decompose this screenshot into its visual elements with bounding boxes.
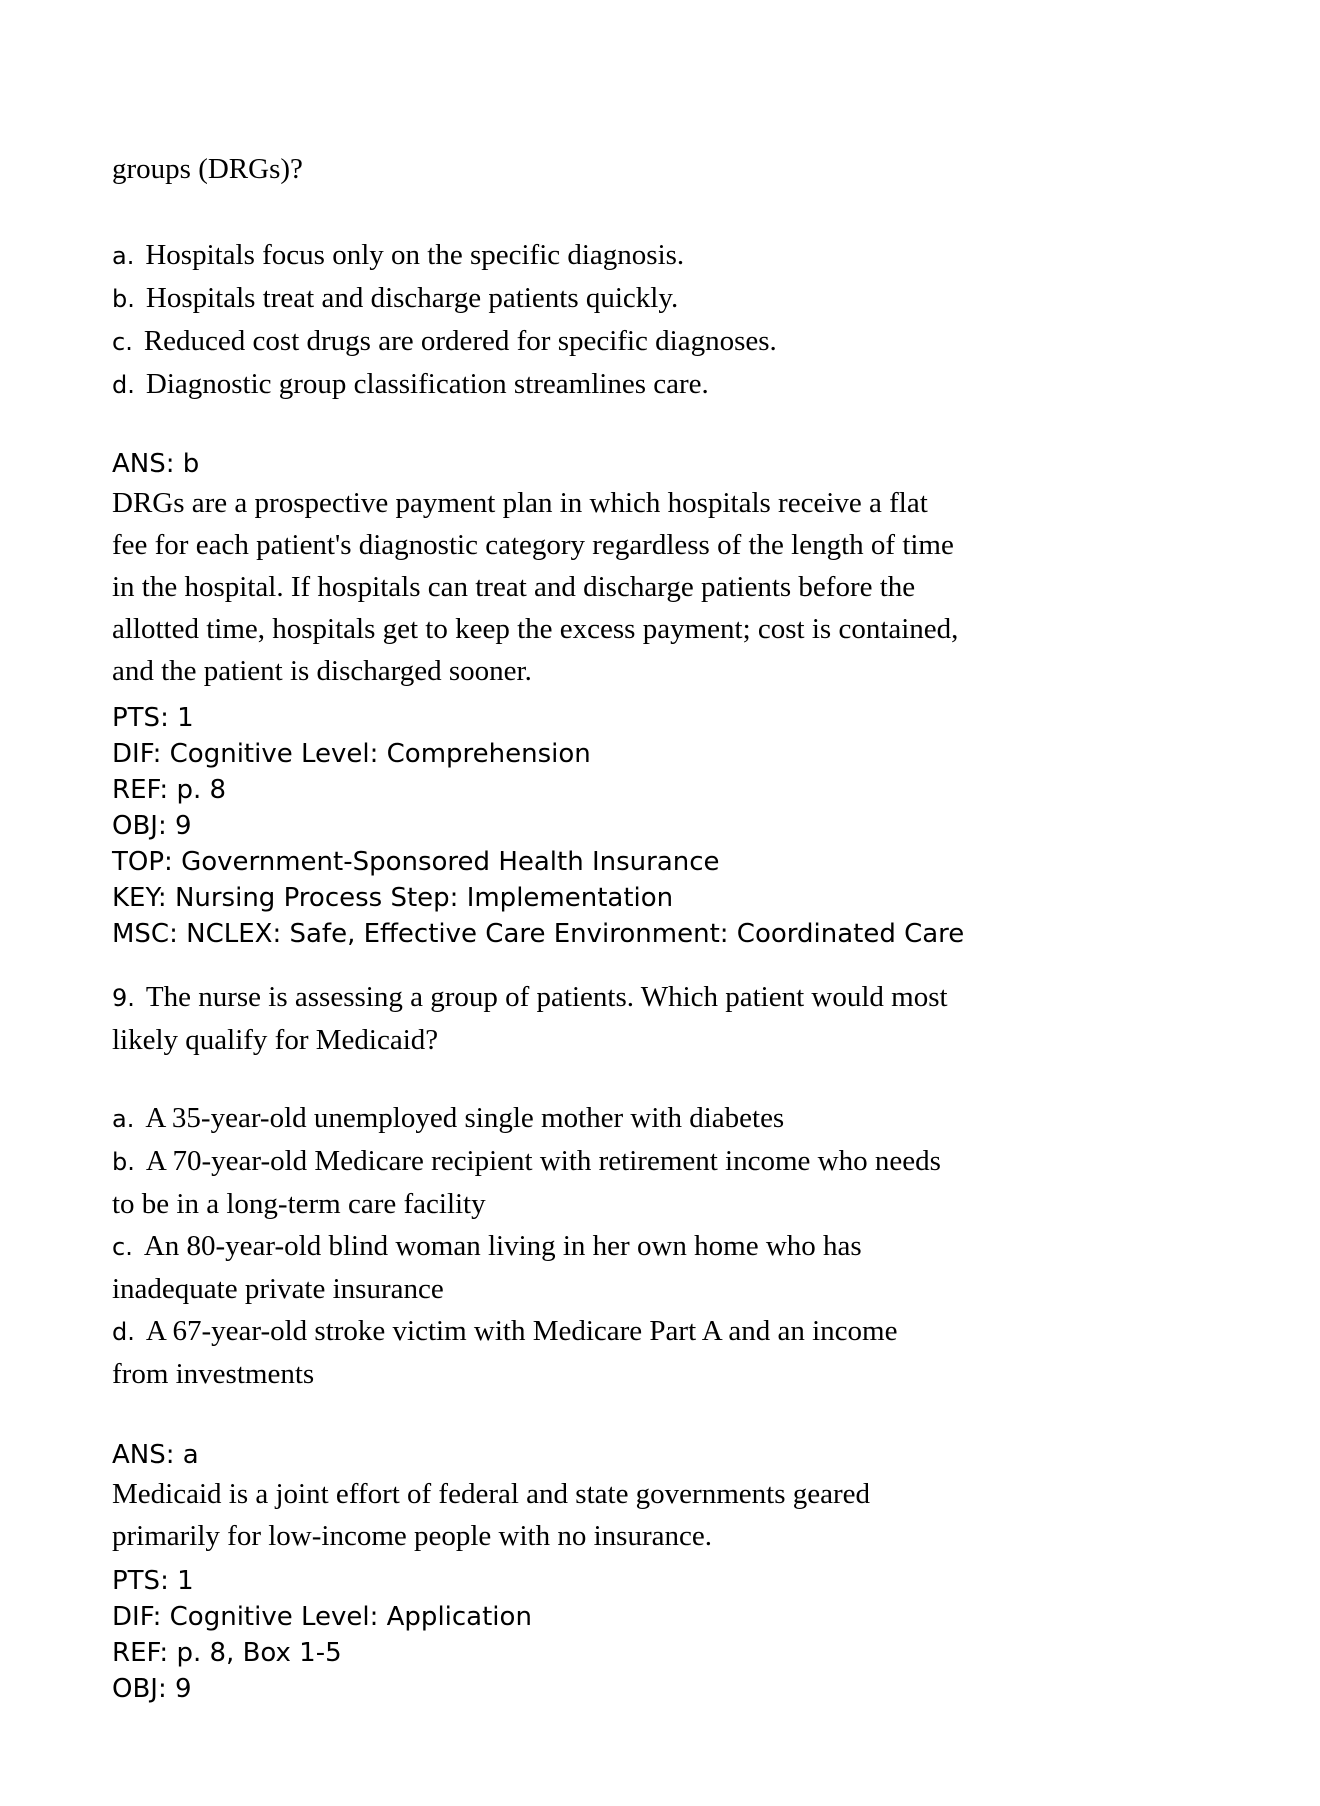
meta-label: REF:: [112, 775, 169, 805]
rationale: [112, 1473, 1224, 1557]
option-d-text-wrap: from investments: [112, 1358, 315, 1390]
answer-label: ANS:: [112, 449, 175, 479]
meta-key: [112, 880, 1224, 916]
answer-value: b: [182, 449, 200, 479]
meta-value: 9: [175, 811, 192, 841]
option-a-marker: a.: [112, 242, 135, 270]
question-9-section: [112, 976, 1224, 1707]
rationale-line: and the patient is discharged sooner.: [112, 655, 532, 687]
rationale-line: primarily for low-income people with no insurance.: [112, 1520, 712, 1552]
meta-value: 9: [175, 1674, 192, 1704]
answer-line: [112, 446, 1224, 482]
option-d: [112, 363, 1224, 406]
rationale-line: fee for each patient's diagnostic category regardless of the length of time: [112, 529, 954, 561]
meta-ref: [112, 772, 1224, 808]
meta-label: PTS:: [112, 703, 169, 733]
option-a-marker: a.: [112, 1105, 135, 1133]
option-c-text-wrap: inadequate private insurance: [112, 1273, 444, 1305]
question-9-text-line: likely qualify for Medicaid?: [112, 1024, 439, 1056]
option-c: [112, 1225, 1224, 1268]
meta-value: 1: [177, 1566, 194, 1596]
meta-obj: [112, 808, 1224, 844]
meta-value: p. 8: [176, 775, 227, 805]
option-c-marker: c.: [112, 1233, 133, 1261]
option-a-text: A 35-year-old unemployed single mother with diabetes: [145, 1102, 785, 1134]
rationale-line: DRGs are a prospective payment plan in which hospitals receive a flat: [112, 487, 928, 519]
question-9-options: [112, 1097, 1224, 1395]
meta-value: p. 8, Box 1-5: [176, 1638, 342, 1668]
rationale-line: Medicaid is a joint effort of federal and state governments geared: [112, 1478, 871, 1510]
option-c-text: Reduced cost drugs are ordered for specific diagnoses.: [143, 325, 777, 357]
option-d-marker: d.: [112, 371, 135, 399]
rationale-line: in the hospital. If hospitals can treat and discharge patients before the: [112, 571, 916, 603]
option-a: [112, 1097, 1224, 1140]
option-c-marker: c.: [112, 328, 133, 356]
meta-value: Government-Sponsored Health Insurance: [181, 847, 720, 877]
meta-value: Cognitive Level: Application: [169, 1602, 532, 1632]
meta-msc: [112, 916, 1224, 952]
meta-label: DIF:: [112, 739, 162, 769]
option-b-marker: b.: [112, 285, 135, 313]
meta-top: [112, 844, 1224, 880]
question-8-options: [112, 234, 1224, 406]
meta-obj: [112, 1671, 1224, 1707]
option-b: [112, 1140, 1224, 1183]
meta-value: Cognitive Level: Comprehension: [169, 739, 591, 769]
meta-dif: [112, 1599, 1224, 1635]
option-d: [112, 1310, 1224, 1353]
option-b-text: Hospitals treat and discharge patients quickly.: [145, 282, 679, 314]
option-c-text: An 80-year-old blind woman living in her own home who has: [143, 1230, 862, 1262]
meta-label: MSC:: [112, 919, 178, 949]
meta-label: PTS:: [112, 1566, 169, 1596]
meta-label: KEY:: [112, 883, 167, 913]
rationale-line: allotted time, hospitals get to keep the excess payment; cost is contained,: [112, 613, 959, 645]
meta-pts: [112, 700, 1224, 736]
meta-label: OBJ:: [112, 811, 167, 841]
meta-dif: [112, 736, 1224, 772]
meta-label: OBJ:: [112, 1674, 167, 1704]
option-d-text: A 67-year-old stroke victim with Medicare Part A and an income: [145, 1315, 898, 1347]
meta-ref: [112, 1635, 1224, 1671]
option-a: [112, 234, 1224, 277]
question-9-number: 9.: [112, 984, 135, 1012]
option-b-text-wrap: to be in a long-term care facility: [112, 1188, 486, 1220]
question-9-metadata: [112, 1563, 1224, 1707]
option-b-marker: b.: [112, 1148, 135, 1176]
option-d-marker: d.: [112, 1318, 135, 1346]
meta-pts: [112, 1563, 1224, 1599]
question-8-section: [112, 148, 1224, 952]
meta-label: REF:: [112, 1638, 169, 1668]
option-d-text: Diagnostic group classification streamlines care.: [145, 368, 709, 400]
meta-value: 1: [177, 703, 194, 733]
meta-label: DIF:: [112, 1602, 162, 1632]
answer-label: ANS:: [112, 1440, 175, 1470]
rationale: [112, 482, 1224, 692]
option-b: [112, 277, 1224, 320]
option-a-text: Hospitals focus only on the specific diagnosis.: [145, 239, 685, 271]
question-8-metadata: [112, 700, 1224, 952]
answer-value: a: [182, 1440, 199, 1470]
option-b-text: A 70-year-old Medicare recipient with retirement income who needs: [145, 1145, 941, 1177]
option-c: [112, 320, 1224, 363]
question-text-fragment: groups (DRGs)?: [112, 153, 303, 185]
meta-value: Nursing Process Step: Implementation: [174, 883, 674, 913]
meta-value: NCLEX: Safe, Effective Care Environment: Coordinated Care: [186, 919, 965, 949]
meta-label: TOP:: [112, 847, 173, 877]
question-9-text-line: The nurse is assessing a group of patients. Which patient would most: [145, 981, 948, 1013]
question-9-text: [112, 976, 1224, 1019]
answer-line: [112, 1437, 1224, 1473]
